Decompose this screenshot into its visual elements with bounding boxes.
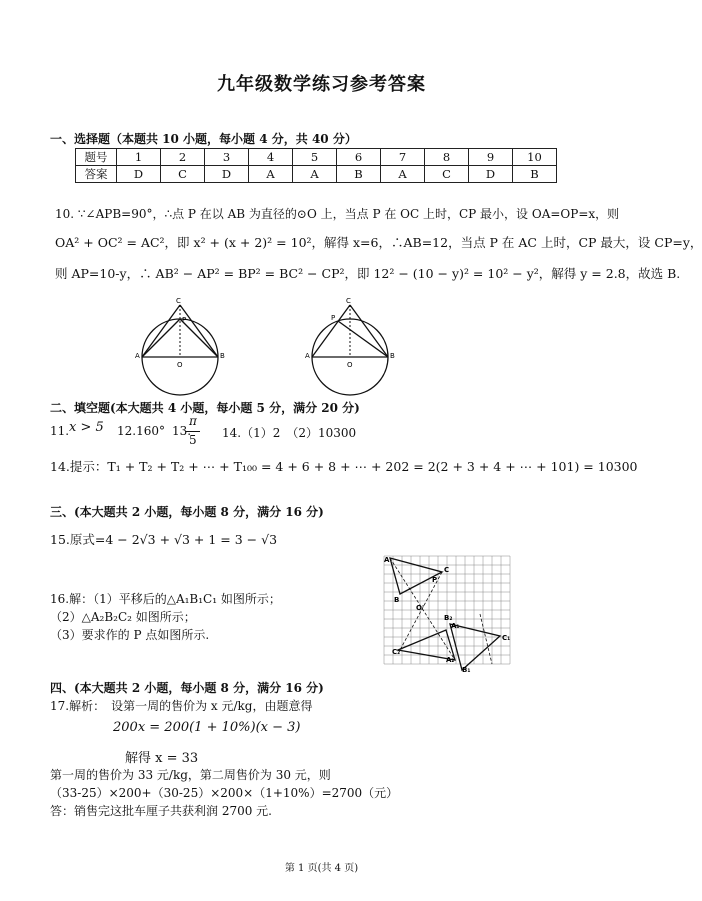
answer-table-row-numbers	[76, 149, 557, 166]
table-cell: 2	[161, 149, 205, 166]
grid-label: B	[394, 596, 400, 604]
section2-heading: 二、填空题(本大题共 4 小题，每小题 5 分，满分 20 分)	[50, 401, 360, 415]
q13-numerator: π	[189, 414, 197, 428]
figure-label: A	[135, 352, 140, 360]
q10-line1: 10. ∵∠APB=90°，∴点 P 在以 AB 为直径的⊙O 上，当点 P 在 OC 上时，CP 最小，设 OA=OP=x，则	[55, 207, 620, 221]
circle-figure-right	[305, 297, 395, 395]
figure-label: B	[220, 352, 225, 360]
answer-table	[75, 148, 557, 183]
table-cell: D	[205, 166, 249, 183]
figure-label: P	[331, 314, 336, 322]
figure-label: C	[176, 297, 181, 305]
page-title: 九年级数学练习参考答案	[217, 74, 426, 95]
q14-hint: 14.提示：T₁ + T₂ + T₂ + ⋯ + T₁₀₀ = 4 + 6 + 8 + ⋯ + 202 = 2(2 + 3 + 4 + ⋯ + 101) = 10300	[50, 459, 638, 474]
q17-line6: 答：销售完这批车厘子共获利润 2700 元.	[50, 804, 272, 818]
table-cell: 5	[293, 149, 337, 166]
grid-figure	[380, 552, 520, 674]
circle-figures	[135, 295, 408, 400]
figure-label: A	[305, 352, 310, 360]
table-cell: 9	[469, 149, 513, 166]
table-cell: B	[513, 166, 557, 183]
grid-label: O'	[416, 604, 425, 612]
table-cell: 3	[205, 149, 249, 166]
q10-line2: OA² + OC² = AC²，即 x² + (x + 2)² = 10²，解得 x=6，∴AB=12，当点 P 在 AC 上时，CP 最大，设 CP=y，	[55, 235, 702, 250]
table-cell: D	[469, 166, 513, 183]
table-cell: 题号	[76, 149, 117, 166]
q17-line1: 17.解析： 设第一周的售价为 x 元/kg，由题意得	[50, 699, 313, 713]
section3-heading: 三、(本大题共 2 小题，每小题 8 分，满分 16 分)	[50, 505, 324, 519]
grid-label: B₁	[462, 666, 471, 674]
circle-figure-left	[135, 297, 225, 395]
table-cell: 7	[381, 149, 425, 166]
triangle-a1b1c1	[450, 624, 500, 670]
segment-line	[180, 305, 218, 357]
grid-label: A	[384, 556, 390, 564]
q14-answer: 14.（1）2 （2）10300	[222, 426, 357, 440]
table-cell: 6	[337, 149, 381, 166]
q13-denominator: 5	[189, 433, 197, 447]
q17-solution: 解得 x = 33	[125, 751, 199, 766]
page-footer: 第 1 页(共 4 页)	[284, 863, 359, 874]
dashed-line	[480, 614, 492, 664]
grid-label: A₁	[451, 622, 460, 630]
table-cell: A	[249, 166, 293, 183]
segment-line	[350, 305, 388, 357]
q16-line2: （2）△A₂B₂C₂ 如图所示；	[50, 610, 196, 624]
answer-table-row-answers	[76, 166, 557, 183]
q17-equation: 200x = 200(1 + 10%)(x − 3)	[113, 720, 301, 735]
grid-label: B₂	[444, 614, 453, 622]
q11-answer: x > 5	[69, 420, 104, 435]
section4-heading: 四、(本大题共 2 小题，每小题 8 分，满分 16 分)	[50, 681, 324, 695]
q12-answer: 12.160°	[117, 424, 165, 438]
figure-label: O	[177, 361, 183, 369]
figure-label: P	[182, 316, 187, 324]
grid-label: C₁	[502, 634, 511, 642]
table-cell: B	[337, 166, 381, 183]
fraction-bar	[186, 431, 200, 432]
segment-line	[338, 321, 388, 357]
q11-number: 11.	[50, 424, 70, 438]
table-cell: A	[293, 166, 337, 183]
table-cell: C	[425, 166, 469, 183]
table-cell: 10	[513, 149, 557, 166]
q15-answer: 15.原式=4 − 2√3 + √3 + 1 = 3 − √3	[50, 532, 278, 547]
table-cell: 1	[117, 149, 161, 166]
grid-label: A₂	[446, 656, 455, 664]
segment-line	[142, 305, 180, 357]
figure-label: O	[347, 361, 353, 369]
segment-line	[312, 305, 350, 357]
q16-line3: （3）要求作的 P 点如图所示.	[50, 628, 210, 642]
table-cell: A	[381, 166, 425, 183]
table-cell: C	[161, 166, 205, 183]
q17-line4: 第一周的售价为 33 元/kg，第二周售价为 30 元，则	[50, 768, 331, 782]
figure-label: C	[346, 297, 351, 305]
q17-line5: （33-25）×200+（30-25）×200×（1+10%）=2700（元）	[50, 786, 399, 800]
grid-label: C	[444, 566, 450, 574]
grid-label: C₂	[392, 648, 401, 656]
q13-number: 13.	[172, 424, 192, 438]
figure-label: B	[390, 352, 395, 360]
q16-line1: 16.解：（1）平移后的△A₁B₁C₁ 如图所示；	[50, 592, 281, 606]
table-cell: D	[117, 166, 161, 183]
section1-heading: 一、选择题（本题共 10 小题，每小题 4 分，共 40 分）	[50, 132, 357, 146]
table-cell: 答案	[76, 166, 117, 183]
grid-label: P	[432, 576, 438, 584]
table-cell: 4	[249, 149, 293, 166]
table-cell: 8	[425, 149, 469, 166]
q10-line3: 则 AP=10-y，∴ AB² − AP² = BP² = BC² − CP²，即 12² − (10 − y)² = 10² − y²，解得 y = 2.8，故选 B.	[55, 266, 681, 281]
